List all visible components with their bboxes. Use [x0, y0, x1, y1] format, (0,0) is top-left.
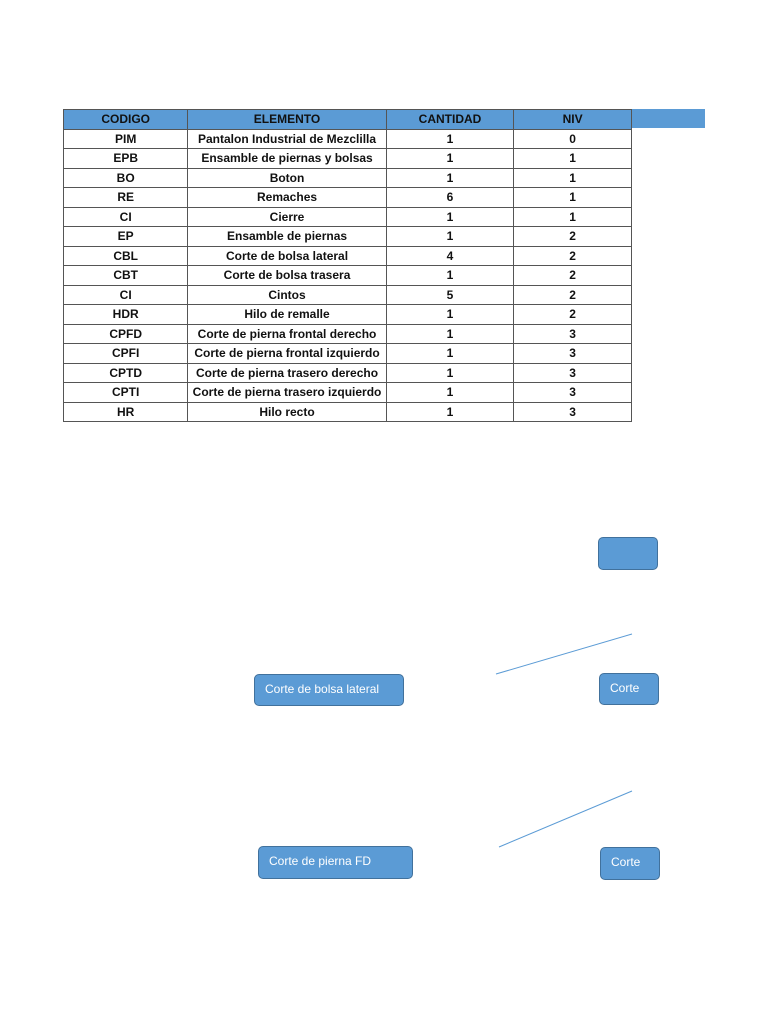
cell-cantidad: 1 — [386, 129, 514, 149]
cell-elemento: Boton — [188, 168, 386, 188]
cell-codigo: RE — [64, 188, 188, 208]
cell-nivel: 1 — [514, 149, 632, 169]
cell-nivel: 1 — [514, 188, 632, 208]
diagram-node-top-right — [598, 537, 658, 570]
column-header-nivel: NIV — [514, 110, 632, 130]
cell-nivel: 2 — [514, 246, 632, 266]
cell-elemento: Corte de pierna trasero izquierdo — [188, 383, 386, 403]
cell-elemento: Remaches — [188, 188, 386, 208]
cell-cantidad: 1 — [386, 344, 514, 364]
cell-cantidad: 1 — [386, 402, 514, 422]
cell-nivel: 2 — [514, 285, 632, 305]
cell-codigo: CI — [64, 207, 188, 227]
cell-elemento: Corte de bolsa lateral — [188, 246, 386, 266]
header-overflow-bar — [632, 109, 705, 128]
cell-nivel: 3 — [514, 363, 632, 383]
cell-nivel: 3 — [514, 402, 632, 422]
cell-cantidad: 1 — [386, 149, 514, 169]
cell-nivel: 0 — [514, 129, 632, 149]
cell-elemento: Hilo recto — [188, 402, 386, 422]
cell-codigo: HR — [64, 402, 188, 422]
cell-cantidad: 1 — [386, 383, 514, 403]
cell-nivel: 3 — [514, 344, 632, 364]
cell-elemento: Cintos — [188, 285, 386, 305]
cell-cantidad: 1 — [386, 305, 514, 325]
cell-cantidad: 1 — [386, 227, 514, 247]
cell-cantidad: 1 — [386, 363, 514, 383]
cell-nivel: 3 — [514, 383, 632, 403]
cell-nivel: 2 — [514, 266, 632, 286]
cell-codigo: HDR — [64, 305, 188, 325]
cell-cantidad: 1 — [386, 266, 514, 286]
cell-nivel: 1 — [514, 168, 632, 188]
cell-nivel: 2 — [514, 227, 632, 247]
cell-codigo: CPTD — [64, 363, 188, 383]
cell-cantidad: 1 — [386, 207, 514, 227]
cell-elemento: Corte de pierna frontal derecho — [188, 324, 386, 344]
cell-codigo: PIM — [64, 129, 188, 149]
column-header-cantidad: CANTIDAD — [386, 110, 514, 130]
cell-elemento: Cierre — [188, 207, 386, 227]
cell-cantidad: 4 — [386, 246, 514, 266]
cell-cantidad: 6 — [386, 188, 514, 208]
cell-codigo: CI — [64, 285, 188, 305]
diagram-node-corte-pierna-fd: Corte de pierna FD — [258, 846, 413, 879]
diagram-node-corte-bolsa-lateral: Corte de bolsa lateral — [254, 674, 404, 706]
connector-line — [496, 634, 632, 674]
cell-codigo: CBL — [64, 246, 188, 266]
cell-nivel: 3 — [514, 324, 632, 344]
cell-nivel: 2 — [514, 305, 632, 325]
cell-elemento: Corte de pierna trasero derecho — [188, 363, 386, 383]
cell-elemento: Corte de bolsa trasera — [188, 266, 386, 286]
cell-elemento: Hilo de remalle — [188, 305, 386, 325]
cell-elemento: Ensamble de piernas y bolsas — [188, 149, 386, 169]
cell-codigo: CPFD — [64, 324, 188, 344]
cell-cantidad: 5 — [386, 285, 514, 305]
diagram-node-right-low: Corte — [600, 847, 660, 880]
diagram-node-right-mid: Corte — [599, 673, 659, 705]
cell-codigo: BO — [64, 168, 188, 188]
cell-nivel: 1 — [514, 207, 632, 227]
cell-elemento: Ensamble de piernas — [188, 227, 386, 247]
cell-codigo: CBT — [64, 266, 188, 286]
column-header-elemento: ELEMENTO — [188, 110, 386, 130]
connector-line — [499, 791, 632, 847]
cell-codigo: CPFI — [64, 344, 188, 364]
cell-elemento: Pantalon Industrial de Mezclilla — [188, 129, 386, 149]
cell-cantidad: 1 — [386, 324, 514, 344]
cell-cantidad: 1 — [386, 168, 514, 188]
cell-codigo: EPB — [64, 149, 188, 169]
cell-elemento: Corte de pierna frontal izquierdo — [188, 344, 386, 364]
column-header-codigo: CODIGO — [64, 110, 188, 130]
cell-codigo: EP — [64, 227, 188, 247]
cell-codigo: CPTI — [64, 383, 188, 403]
